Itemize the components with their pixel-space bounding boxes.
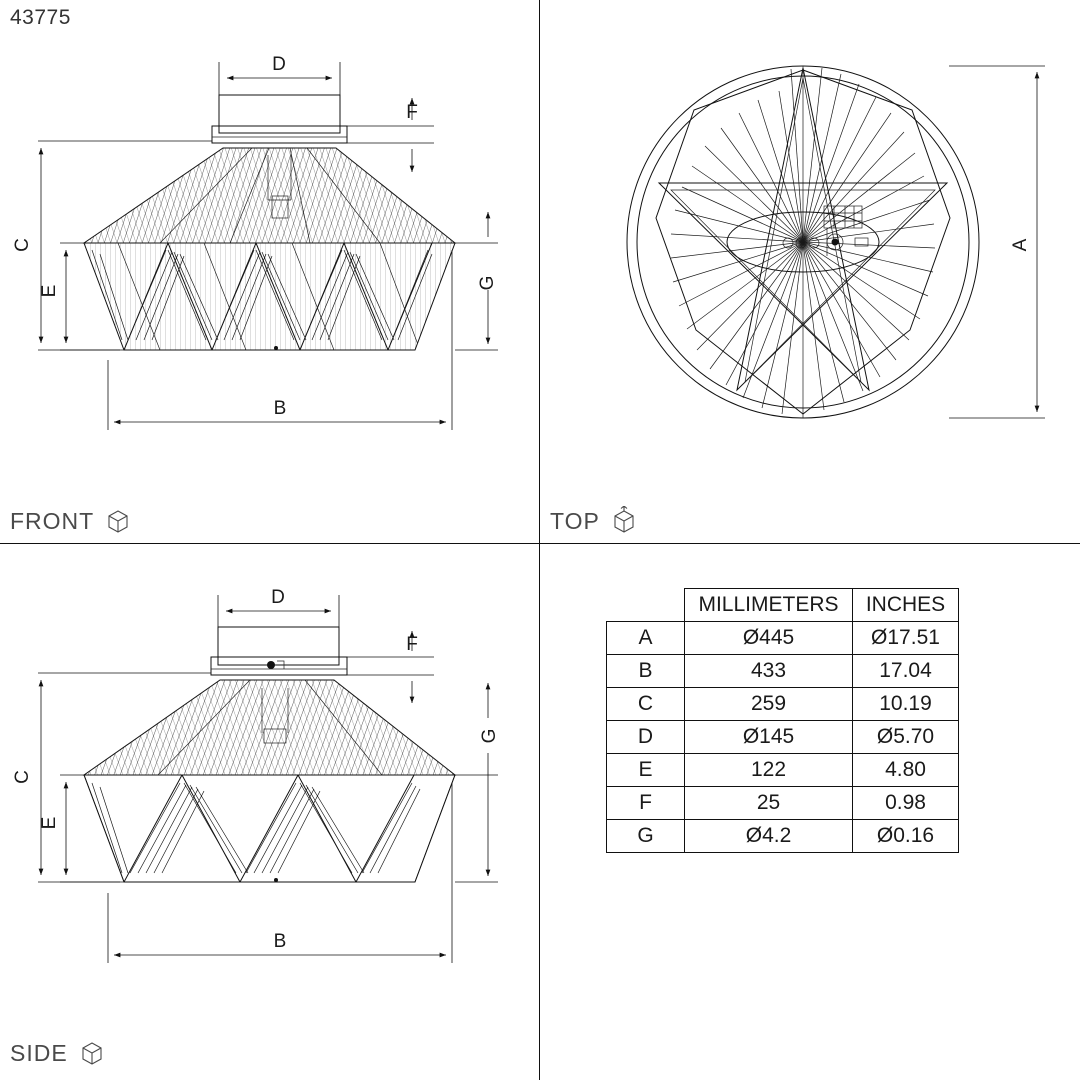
dim-label-F-side: F xyxy=(406,634,418,655)
dimension-in: Ø0.16 xyxy=(853,820,959,853)
table-row xyxy=(607,754,959,787)
view-label-front-text: FRONT xyxy=(10,507,95,534)
dimension-key: B xyxy=(607,655,685,688)
dimension-mm: Ø4.2 xyxy=(685,820,853,853)
table-header-millimeters: MILLIMETERS xyxy=(685,589,853,622)
view-label-side-text: SIDE xyxy=(10,1039,68,1066)
dim-label-E-side: E xyxy=(39,816,60,830)
dim-label-C-side: C xyxy=(12,770,33,784)
dim-label-G-front: G xyxy=(477,275,498,291)
dimension-in: Ø17.51 xyxy=(853,622,959,655)
table-header-row xyxy=(607,589,959,622)
dimension-in: 10.19 xyxy=(853,688,959,721)
dimension-mm: 433 xyxy=(685,655,853,688)
top-view-drawing xyxy=(539,0,1080,543)
dimension-mm: 122 xyxy=(685,754,853,787)
table-header-inches: INCHES xyxy=(853,589,959,622)
table-row xyxy=(607,688,959,721)
view-label-front xyxy=(10,506,133,536)
dim-label-E-front: E xyxy=(39,284,60,298)
table-row xyxy=(607,787,959,820)
table-row xyxy=(607,655,959,688)
cube-icon xyxy=(77,1038,107,1068)
cube-icon xyxy=(609,506,639,536)
part-number: 43775 xyxy=(10,6,71,29)
dim-label-F-front: F xyxy=(406,102,418,123)
table-row xyxy=(607,622,959,655)
dimension-key: F xyxy=(607,787,685,820)
dim-label-B-front: B xyxy=(273,398,287,419)
dim-label-C-front: C xyxy=(12,238,33,252)
dimension-in: 0.98 xyxy=(853,787,959,820)
dimension-mm: Ø445 xyxy=(685,622,853,655)
table-row xyxy=(607,820,959,853)
dimension-mm: 259 xyxy=(685,688,853,721)
view-label-top xyxy=(550,506,639,536)
dim-label-G-side: G xyxy=(479,728,500,744)
dimension-key: G xyxy=(607,820,685,853)
dimension-key: A xyxy=(607,622,685,655)
dimension-in: 17.04 xyxy=(853,655,959,688)
view-label-top-text: TOP xyxy=(550,507,600,534)
cube-icon xyxy=(103,506,133,536)
view-label-side xyxy=(10,1038,107,1068)
side-view-drawing xyxy=(0,543,539,1080)
table-row xyxy=(607,721,959,754)
dim-label-A-top: A xyxy=(1010,238,1031,252)
dimension-mm: Ø145 xyxy=(685,721,853,754)
dimension-in: 4.80 xyxy=(853,754,959,787)
dimension-key: E xyxy=(607,754,685,787)
dimension-in: Ø5.70 xyxy=(853,721,959,754)
front-view-drawing xyxy=(0,0,539,543)
table-header-blank xyxy=(607,589,685,622)
dimension-mm: 25 xyxy=(685,787,853,820)
dimension-key: C xyxy=(607,688,685,721)
dimension-key: D xyxy=(607,721,685,754)
dimension-table xyxy=(606,588,959,853)
dim-label-D-front: D xyxy=(272,54,286,75)
dim-label-B-side: B xyxy=(273,931,287,952)
dim-label-D-side: D xyxy=(271,587,285,608)
